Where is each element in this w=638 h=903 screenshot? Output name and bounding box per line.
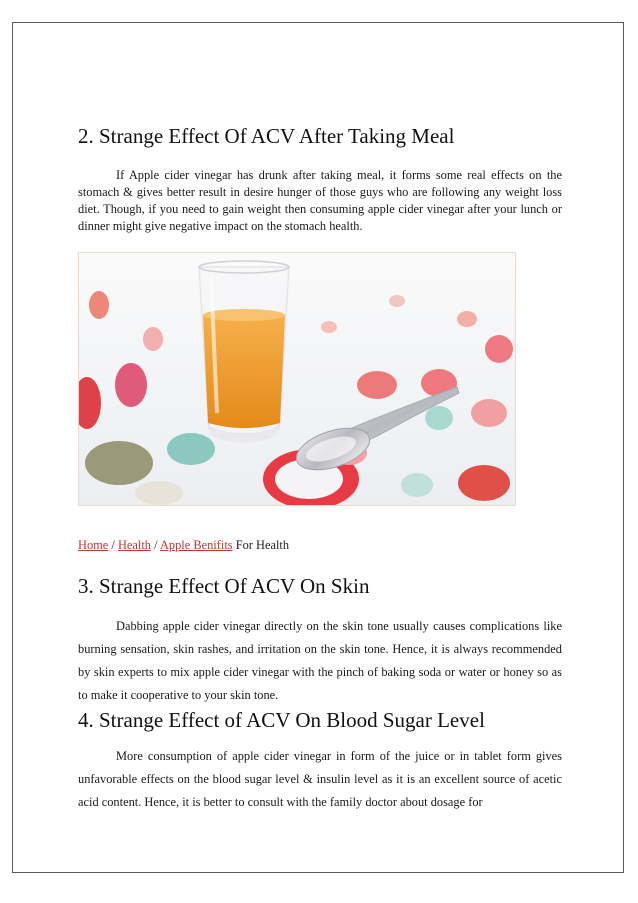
breadcrumb-home-link[interactable]: Home bbox=[78, 538, 109, 552]
section-2-paragraph: If Apple cider vinegar has drunk after taking meal, it forms some real effects on the stomach & gives better result in desire hunger of those guys who are following any weight loss diet. Though, if you need to gain weight then consuming apple cider vinegar after your lunch or dinner might give negative impact on the stomach health. bbox=[78, 168, 562, 233]
vinegar-glass-illustration bbox=[79, 253, 515, 505]
breadcrumb-health-link[interactable]: Health bbox=[117, 538, 151, 552]
breadcrumb-separator: / bbox=[111, 538, 115, 552]
breadcrumb-for-health-text: For Health bbox=[232, 538, 290, 552]
breadcrumb-separator: / bbox=[154, 538, 158, 552]
section-3-paragraph: Dabbing apple cider vinegar directly on the skin tone usually causes complications like burning sensation, skin rashes, and irritation on the skin tone. Hence, it is always recommended by skin experts to mix apple cider vinegar with the pinch of baking soda or water or honey so as to make it cooperative to your skin tone. bbox=[78, 619, 562, 702]
section-4-paragraph: More consumption of apple cider vinegar in form of the juice or in tablet form gives unfavorable effects on the blood sugar level & insulin level as it is an excellent source of acetic acid content. Hence, it is better to consult with the family doctor about dosage for bbox=[78, 749, 562, 809]
apple-cider-vinegar-photo bbox=[78, 252, 516, 506]
breadcrumb-apple-benifits-link[interactable]: Apple Benifits bbox=[159, 538, 233, 552]
breadcrumb bbox=[78, 537, 289, 553]
section-4-heading: 4. Strange Effect of ACV On Blood Sugar Level bbox=[78, 708, 485, 732]
section-2-heading: 2. Strange Effect Of ACV After Taking Meal bbox=[78, 124, 455, 148]
section-3-heading: 3. Strange Effect Of ACV On Skin bbox=[78, 574, 370, 598]
